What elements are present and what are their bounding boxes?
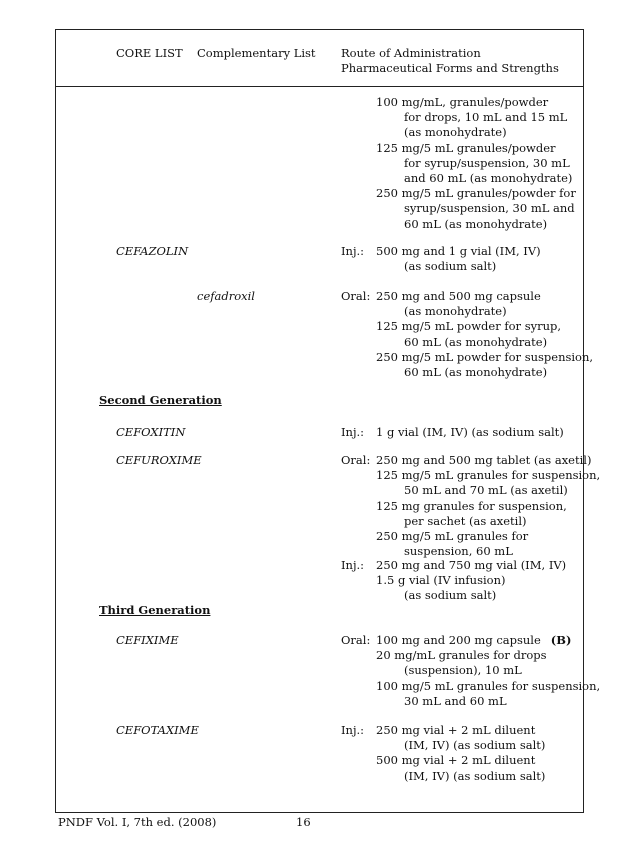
dosage-form-line: 250 mg/5 mL powder for suspension, — [376, 349, 594, 364]
dosage-form-line: 1.5 g vial (IV infusion) — [376, 573, 506, 588]
core-drug-name: CEFOTAXIME — [116, 723, 199, 737]
dosage-form-line: 125 mg/5 mL powder for syrup, — [376, 319, 562, 334]
dosage-form-line: 125 mg granules for suspension, — [376, 498, 567, 513]
dosage-form-line: syrup/suspension, 30 mL and — [404, 201, 575, 216]
dosage-form-line: 500 mg vial + 2 mL diluent — [376, 753, 536, 768]
dosage-form-line: 1 g vial (IM, IV) (as sodium salt) — [376, 425, 564, 439]
dosage-form-line: 250 mg and 500 mg capsule — [376, 289, 541, 303]
route-label: Oral: — [341, 289, 371, 303]
route-label: Inj.: — [341, 723, 365, 737]
route-label: Inj.: — [341, 244, 365, 258]
footer-citation: PNDF Vol. I, 7th ed. (2008) — [58, 815, 217, 829]
dosage-form-line: 250 mg/5 mL granules for — [376, 529, 529, 543]
dosage-form-line: 125 mg/5 mL granules/powder — [376, 140, 556, 155]
category-badge: (B) — [550, 633, 572, 647]
dosage-form-line: 60 mL (as monohydrate) — [404, 334, 548, 349]
dosage-form-line: (as sodium salt) — [404, 588, 497, 603]
generation-heading: Third Generation — [99, 603, 211, 617]
header-complementary-list: Complementary List — [197, 46, 316, 60]
header-forms: Pharmaceutical Forms and Strengths — [341, 61, 559, 75]
route-label: Inj.: — [341, 425, 365, 439]
dosage-form-line: 60 mL (as monohydrate) — [404, 216, 548, 231]
header-route: Route of Administration — [341, 46, 481, 60]
dosage-form-line: (IM, IV) (as sodium salt) — [404, 738, 546, 753]
dosage-form-line: (as sodium salt) — [404, 259, 497, 274]
route-label: Inj.: — [341, 558, 365, 572]
dosage-form-line: (IM, IV) (as sodium salt) — [404, 768, 546, 783]
page-number: 16 — [296, 815, 311, 829]
core-drug-name: CEFUROXIME — [116, 453, 202, 467]
core-drug-name: CEFAZOLIN — [116, 244, 189, 258]
complementary-drug-name: cefadroxil — [197, 289, 255, 303]
dosage-form-line: 100 mg/5 mL granules for suspension, — [376, 678, 601, 693]
dosage-form-line: 50 mL and 70 mL (as axetil) — [404, 483, 568, 498]
dosage-form-line: for drops, 10 mL and 15 mL — [404, 110, 568, 125]
dosage-form-line: and 60 mL (as monohydrate) — [404, 171, 573, 185]
header-divider — [55, 86, 584, 87]
dosage-form-line: 60 mL (as monohydrate) — [404, 365, 548, 379]
dosage-form-line: (as monohydrate) — [404, 125, 507, 140]
dosage-form-line: (as monohydrate) — [404, 304, 507, 319]
dosage-form-line: 30 mL and 60 mL — [404, 693, 507, 708]
dosage-form-line: per sachet (as axetil) — [404, 513, 527, 528]
dosage-form-line: 250 mg and 750 mg vial (IM, IV) — [376, 558, 567, 572]
route-label: Oral: — [341, 453, 371, 467]
header-core-list: CORE LIST — [116, 46, 183, 60]
dosage-form-line: 500 mg and 1 g vial (IM, IV) — [376, 244, 541, 258]
dosage-form-line: 100 mg/mL, granules/powder — [376, 95, 549, 109]
dosage-form-line: 250 mg/5 mL granules/powder for — [376, 186, 576, 201]
dosage-form-line: 100 mg and 200 mg capsule (B) — [376, 633, 572, 647]
dosage-form-line: suspension, 60 mL — [404, 544, 513, 559]
dosage-form-line: for syrup/suspension, 30 mL — [404, 155, 570, 170]
dosage-form-line: 250 mg and 500 mg tablet (as axetil) — [376, 453, 592, 467]
route-label: Oral: — [341, 633, 371, 647]
dosage-form-line: (suspension), 10 mL — [404, 663, 522, 678]
core-drug-name: CEFOXITIN — [116, 425, 186, 439]
dosage-form-line: 125 mg/5 mL granules for suspension, — [376, 468, 601, 483]
dosage-form-line: 20 mg/mL granules for drops — [376, 648, 547, 663]
dosage-form-line: 250 mg vial + 2 mL diluent — [376, 723, 536, 737]
generation-heading: Second Generation — [99, 393, 222, 407]
core-drug-name: CEFIXIME — [116, 633, 179, 647]
